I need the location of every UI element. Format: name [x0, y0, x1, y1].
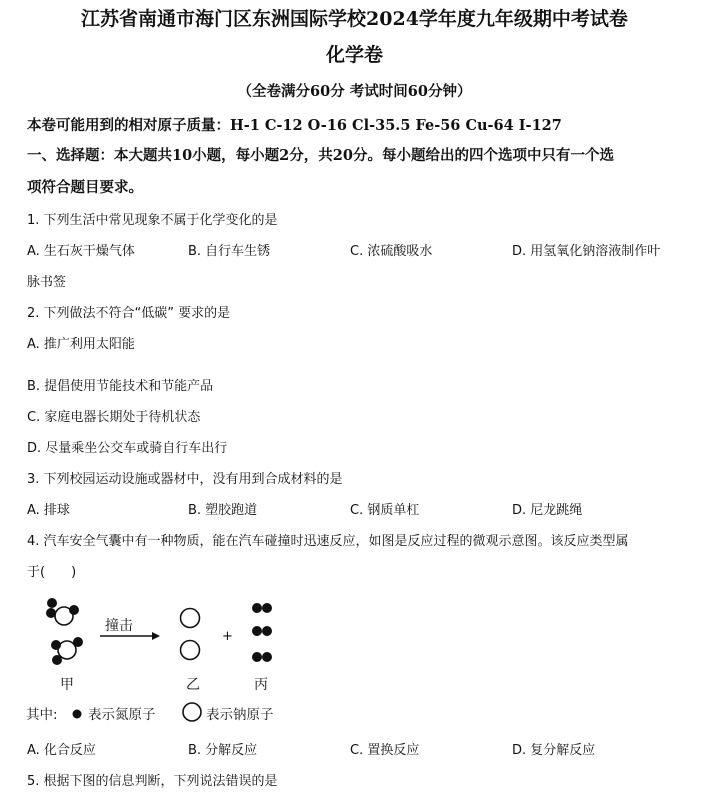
question-3-option-a: A. 排球 — [27, 503, 70, 518]
label-bing: 丙 — [254, 677, 268, 693]
exam-info: （全卷满分60分 考试时间60分钟） — [237, 83, 472, 100]
question-2-option-b: B. 提倡使用节能技术和节能产品 — [27, 379, 214, 394]
exam-title: 江苏省南通市海门区东洲国际学校2024学年度九年级期中考试卷 — [81, 8, 628, 30]
legend-nitrogen: 表示氮原子 — [88, 707, 156, 723]
atomic-masses: 本卷可能用到的相对原子质量：H-1 C-12 O-16 Cl-35.5 Fe-56 Cu-64 I-127 — [27, 117, 562, 134]
question-4-stem-cont: 于( ) — [27, 565, 77, 580]
question-1-option-c: C. 浓硫酸吸水 — [350, 244, 433, 259]
molecule-jia-upper — [46, 598, 79, 625]
section-heading-cont: 项符合题目要求。 — [27, 179, 143, 196]
nitrogen-atom — [46, 608, 56, 618]
plus-sign: + — [222, 629, 233, 644]
question-4-option-c: C. 置换反应 — [350, 743, 420, 758]
nitrogen-atom-bing — [252, 603, 262, 613]
nitrogen-atom-bing — [252, 626, 262, 636]
nitrogen-atom — [69, 605, 79, 615]
question-2-option-c: C. 家庭电器长期处于待机状态 — [27, 410, 201, 425]
reaction-diagram — [20, 590, 320, 730]
nitrogen-atom — [47, 598, 57, 608]
question-3-stem: 3. 下列校园运动设施或器材中，没有用到合成材料的是 — [27, 472, 343, 487]
question-2-stem: 2. 下列做法不符合“低碳” 要求的是 — [27, 306, 231, 321]
sodium-atom-yi — [181, 641, 200, 660]
nitrogen-atom — [51, 640, 61, 650]
nitrogen-atom — [52, 655, 62, 665]
exam-subtitle: 化学卷 — [325, 44, 383, 66]
nitrogen-atom-bing — [262, 626, 272, 636]
section-heading: 一、选择题：本大题共10小题，每小题2分，共20分。每小题给出的四个选项中只有一个选 — [27, 147, 614, 164]
question-1-option-d: D. 用氢氧化钠溶液制作叶 — [512, 244, 661, 259]
question-3-option-c: C. 钢质单杠 — [350, 503, 420, 518]
label-jia: 甲 — [60, 677, 74, 693]
question-4-option-d: D. 复分解反应 — [512, 743, 596, 758]
nitrogen-atom-bing — [252, 652, 262, 662]
nitrogen-atom — [73, 637, 83, 647]
question-2-option-d: D. 尽量乘坐公交车或骑自行车出行 — [27, 441, 228, 456]
legend-sodium-icon — [183, 703, 201, 721]
question-4-option-a: A. 化合反应 — [27, 743, 96, 758]
legend-nitrogen-icon — [73, 710, 82, 719]
question-3-option-d: D. 尼龙跳绳 — [512, 503, 583, 518]
nitrogen-atom-bing — [262, 603, 272, 613]
question-1-option-d-cont: 脉书签 — [27, 275, 67, 290]
sodium-atom-yi — [181, 609, 200, 628]
question-2-option-a: A. 推广利用太阳能 — [27, 337, 135, 352]
question-4-option-b: B. 分解反应 — [188, 743, 258, 758]
legend-prefix: 其中: — [26, 707, 58, 723]
nitrogen-atom-bing — [262, 652, 272, 662]
legend-sodium: 表示钠原子 — [206, 707, 274, 723]
question-5-stem: 5. 根据下图的信息判断，下列说法错误的是 — [27, 774, 278, 789]
label-yi: 乙 — [186, 677, 200, 693]
question-3-option-b: B. 塑胶跑道 — [188, 503, 258, 518]
molecule-jia-lower — [51, 637, 83, 665]
arrow-label: 撞击 — [105, 618, 133, 634]
question-1-stem: 1. 下列生活中常见现象不属于化学变化的是 — [27, 213, 278, 228]
arrow-head — [152, 632, 160, 640]
question-1-option-a: A. 生石灰干燥气体 — [27, 244, 135, 259]
question-4-stem: 4. 汽车安全气囊中有一种物质，能在汽车碰撞时迅速反应，如图是反应过程的微观示意图。该反应类型属 — [27, 534, 629, 549]
question-1-option-b: B. 自行车生锈 — [188, 244, 271, 259]
